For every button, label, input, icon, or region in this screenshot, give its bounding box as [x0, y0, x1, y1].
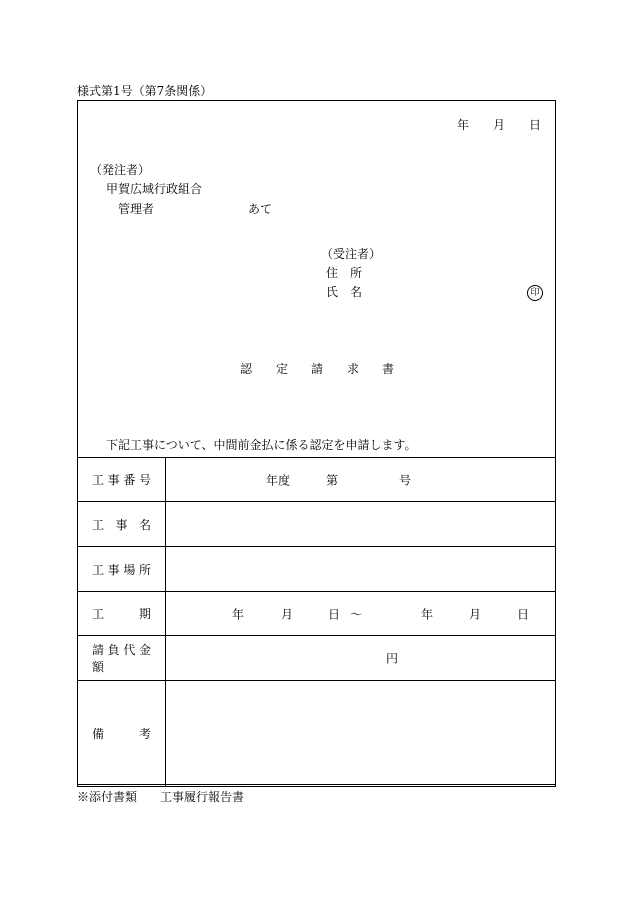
orderer-addressed: あて — [248, 202, 273, 216]
period-separator: 〜 — [350, 607, 363, 621]
fiscal-year-suffix: 年度 — [266, 473, 291, 487]
orderer-manager: 管理者 — [118, 202, 155, 216]
table-row — [78, 458, 556, 502]
number-prefix: 第 — [326, 473, 339, 487]
attachment-label: ※添付書類 — [77, 790, 138, 804]
construction-site-field[interactable] — [166, 547, 556, 592]
orderer-organization: 甲賀広域行政組合 — [106, 182, 203, 196]
label-construction-site: 工事場所 — [78, 547, 166, 592]
label-contract-amount: 請負代金額 — [78, 636, 166, 681]
document-title-char: 認 — [240, 362, 253, 376]
label-construction-number: 工事番号 — [78, 458, 166, 502]
construction-period-field[interactable] — [166, 592, 556, 636]
period-start-month: 月 — [281, 607, 294, 621]
table-row — [78, 681, 556, 787]
seal-mark: 印 — [527, 285, 543, 301]
number-suffix: 号 — [399, 473, 412, 487]
label-construction-period: 工期 — [78, 592, 166, 636]
construction-number-field[interactable] — [166, 458, 556, 502]
contractor-address-label: 住 所 — [326, 266, 363, 280]
document-title-char: 求 — [347, 362, 360, 376]
period-start-day: 日 — [328, 607, 341, 621]
date-month: 月 — [493, 118, 506, 132]
label-construction-name: 工事名 — [78, 502, 166, 547]
table-row — [78, 547, 556, 592]
contractor-name-label: 氏 名 — [326, 285, 363, 299]
document-title-char: 書 — [382, 362, 395, 376]
document-title-char: 請 — [311, 362, 324, 376]
remarks-field[interactable] — [166, 681, 556, 787]
form-id: 様式第1号（第7条関係） — [77, 84, 213, 98]
date-year: 年 — [457, 118, 470, 132]
table-row — [78, 636, 556, 681]
attachment-document: 工事履行報告書 — [160, 790, 245, 804]
period-end-day: 日 — [517, 607, 530, 621]
yen-unit: 円 — [386, 651, 399, 666]
period-end-year: 年 — [421, 607, 434, 621]
period-start-year: 年 — [232, 607, 245, 621]
table-row — [78, 502, 556, 547]
contract-amount-field[interactable] — [166, 636, 556, 681]
contractor-heading: （受注者） — [321, 247, 382, 261]
date-day: 日 — [529, 118, 542, 132]
document-title-char: 定 — [276, 362, 289, 376]
orderer-heading: （発注者） — [90, 163, 151, 177]
detail-table — [77, 457, 556, 787]
label-remarks: 備考 — [78, 681, 166, 787]
period-end-month: 月 — [469, 607, 482, 621]
table-row — [78, 592, 556, 636]
construction-name-field[interactable] — [166, 502, 556, 547]
statement-text: 下記工事について、中間前金払に係る認定を申請します。 — [106, 438, 417, 452]
